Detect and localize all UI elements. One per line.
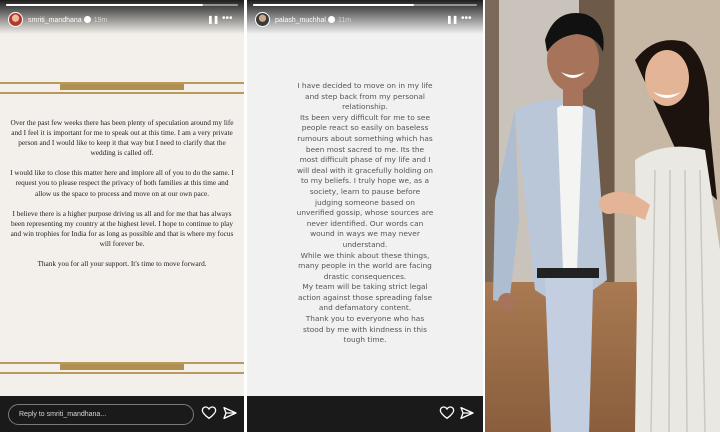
letter-paragraph: I believe there is a higher purpose driving us all and for me that has always been representing my country at the highest level. I hope to continue to play and win trophies for India for as long as possible and that is where my focus will forever be. bbox=[10, 208, 234, 248]
story-header bbox=[247, 0, 483, 34]
more-icon[interactable]: ••• bbox=[222, 13, 233, 24]
verified-badge-icon bbox=[328, 16, 335, 23]
letter-paragraph: Thank you for all your support. It's time to move forward. bbox=[37, 259, 207, 269]
statement-line: Thank you to everyone who has bbox=[305, 314, 425, 324]
statement-text bbox=[265, 81, 465, 346]
statement-line: Its been very difficult for me to see bbox=[299, 112, 431, 122]
statement-letter bbox=[10, 118, 234, 279]
statement-line: to my beliefs. I truly hope we, as a bbox=[300, 176, 429, 186]
story-footer bbox=[247, 396, 483, 432]
story-smriti[interactable] bbox=[0, 0, 244, 432]
story-progress-bar bbox=[253, 4, 477, 6]
story-progress-bar bbox=[6, 4, 238, 6]
pause-icon[interactable]: ❚❚ bbox=[207, 15, 219, 24]
statement-line: action against those spreading false bbox=[297, 292, 433, 302]
heart-icon[interactable] bbox=[201, 405, 217, 421]
username[interactable]: palash_muchhal bbox=[275, 17, 326, 24]
bottom-gold-band bbox=[0, 362, 244, 374]
post-time: 19m bbox=[93, 17, 108, 24]
story-user-info bbox=[275, 16, 351, 24]
story-header bbox=[0, 0, 244, 34]
couple-illustration bbox=[485, 0, 720, 432]
avatar[interactable] bbox=[8, 12, 23, 27]
statement-line: society, learn to pause before bbox=[309, 186, 421, 196]
story-footer bbox=[0, 396, 244, 432]
send-icon[interactable] bbox=[459, 405, 475, 421]
statement-line: While we think about these things, bbox=[300, 250, 430, 260]
statement-line: most difficult phase of my life and I bbox=[299, 155, 431, 165]
letter-paragraph: Over the past few weeks there has been plenty of speculation around my life and I feel it is important for me to speak out at this time. I am a very private person and I would like to keep it that way but I need to clarify that the wedding is called off. bbox=[10, 118, 234, 158]
statement-line: I have decided to move on in my life bbox=[297, 81, 433, 90]
statement-line: wound in ways we may never bbox=[310, 229, 420, 239]
statement-line: relationship. bbox=[342, 102, 388, 112]
couple-photo bbox=[485, 0, 720, 432]
statement-line: understand. bbox=[342, 239, 388, 249]
story-user-info bbox=[28, 16, 107, 24]
statement-line: My team will be taking strict legal bbox=[302, 282, 428, 292]
heart-icon[interactable] bbox=[439, 405, 455, 421]
statement-line: tough time. bbox=[343, 335, 387, 345]
post-time: 11m bbox=[337, 17, 352, 24]
statement-line: and defamatory content. bbox=[318, 303, 412, 313]
statement-line: will deal with it gracefully holding on bbox=[297, 165, 433, 175]
man-figure bbox=[493, 13, 607, 432]
woman-figure bbox=[599, 40, 720, 432]
statement-line: judging someone based on bbox=[315, 197, 415, 207]
top-gold-band bbox=[0, 82, 244, 94]
statement-line: drastic consequences. bbox=[323, 271, 407, 281]
verified-badge-icon bbox=[84, 16, 91, 23]
statement-line: rumours about something which has bbox=[297, 133, 433, 143]
pause-icon[interactable]: ❚❚ bbox=[446, 15, 458, 24]
letter-paragraph: I would like to close this matter here and implore all of you to do the same. I request you to please respect the privacy of both families at this time and allow us the space to process and move on at our own pace. bbox=[10, 168, 234, 198]
statement-line: people react so easily on baseless bbox=[301, 123, 429, 133]
reply-input[interactable]: Reply to smriti_mandhana... bbox=[8, 404, 194, 425]
statement-line: been most sacred to me. Its the bbox=[305, 144, 425, 154]
statement-line: stood by me with kindness in this bbox=[303, 324, 427, 334]
avatar[interactable] bbox=[255, 12, 270, 27]
send-icon[interactable] bbox=[222, 405, 238, 421]
username[interactable]: smriti_mandhana bbox=[28, 17, 82, 24]
statement-line: many people in the world are facing bbox=[298, 261, 432, 271]
more-icon[interactable]: ••• bbox=[461, 13, 472, 24]
statement-line: unverified gossip, whose sources are bbox=[296, 208, 434, 218]
statement-line: and step back from my personal bbox=[305, 91, 425, 101]
statement-line: never identified. Our words can bbox=[306, 218, 424, 228]
story-palash[interactable] bbox=[247, 0, 483, 432]
story-progress-fill bbox=[6, 4, 203, 6]
story-progress-fill bbox=[253, 4, 414, 6]
